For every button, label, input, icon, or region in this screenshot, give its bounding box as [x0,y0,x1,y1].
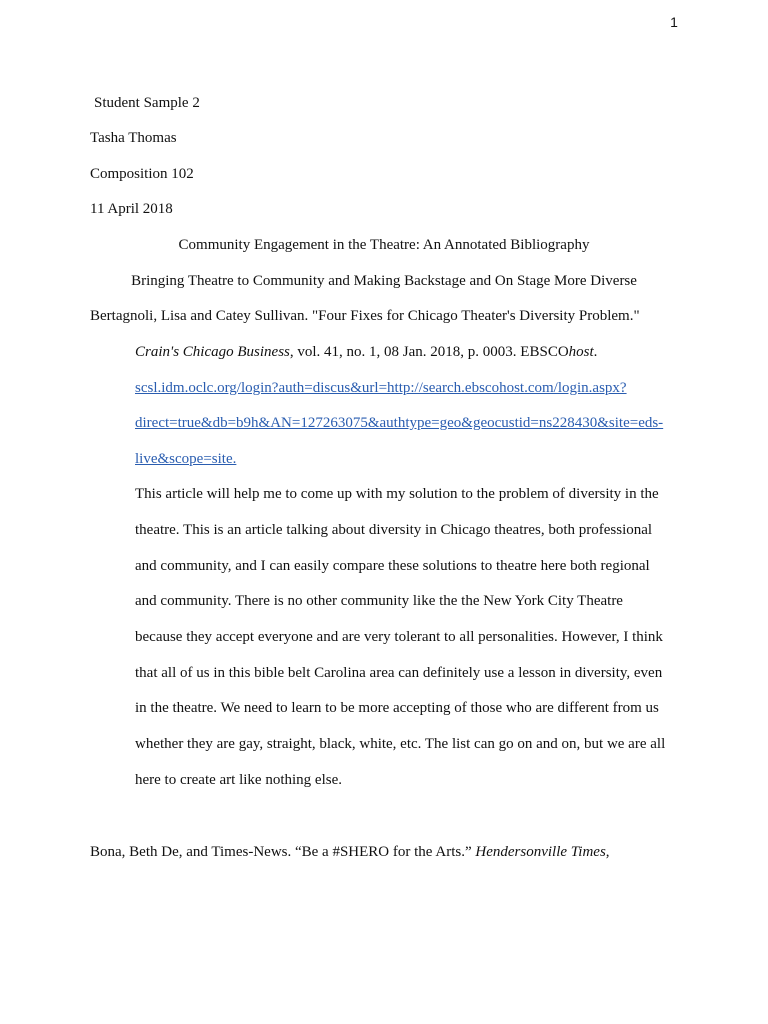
annotation-line: in the theatre. We need to learn to be more accepting of those who are different from us [135,700,659,716]
course-name: Composition 102 [90,166,194,182]
citation-1-line-1: Bertagnoli, Lisa and Catey Sullivan. "Four Fixes for Chicago Theater's Diversity Problem." [90,308,640,324]
citation-url-line-1[interactable]: scsl.idm.oclc.org/login?auth=discus&url=http://search.ebscohost.com/login.aspx? [135,380,627,396]
page-number: 1 [670,14,678,30]
annotation-line: and community, and I can easily compare these solutions to theatre here both regional [135,558,650,574]
publication-title: Hendersonville Times [475,844,606,860]
journal-title: Crain's Chicago Business [135,344,290,360]
document-subtitle: Bringing Theatre to Community and Making Backstage and On Stage More Diverse [131,273,637,289]
date: 11 April 2018 [90,201,173,217]
citation-2-line-1 [90,842,610,862]
document-title: Community Engagement in the Theatre: An Annotated Bibliography [178,237,590,253]
citation-details: , vol. 41, no. 1, 08 Jan. 2018, p. 0003. EBSCO [289,344,569,360]
database-host: host [568,344,594,360]
annotation-line: This article will help me to come up with my solution to the problem of diversity in the [135,486,659,502]
annotation-line: theatre. This is an article talking about diversity in Chicago theatres, both professional [135,522,653,538]
citation-2-text: Bona, Beth De, and Times-News. “Be a #SHERO for the Arts.” [90,844,476,860]
citation-2-end: , [605,844,610,860]
annotation-line: that all of us in this bible belt Carolina area can definitely use a lesson in diversity, even [135,665,663,681]
annotation-line: because they accept everyone and are very tolerant to all personalities. However, I think [135,629,663,645]
citation-1-line-2 [135,342,597,362]
sample-label: Student Sample 2 [94,95,200,111]
annotation-line: and community. There is no other community like the the New York City Theatre [135,593,623,609]
citation-url-line-3[interactable]: live&scope=site. [135,451,237,467]
annotation-line: here to create art like nothing else. [135,772,342,788]
annotation-line: whether they are gay, straight, black, white, etc. The list can go on and on, but we are all [135,736,666,752]
author-name: Tasha Thomas [90,130,177,146]
citation-details-end: . [593,344,598,360]
citation-url-line-2[interactable]: direct=true&db=b9h&AN=127263075&authtype=geo&geocustid=ns228430&site=eds- [135,415,664,431]
